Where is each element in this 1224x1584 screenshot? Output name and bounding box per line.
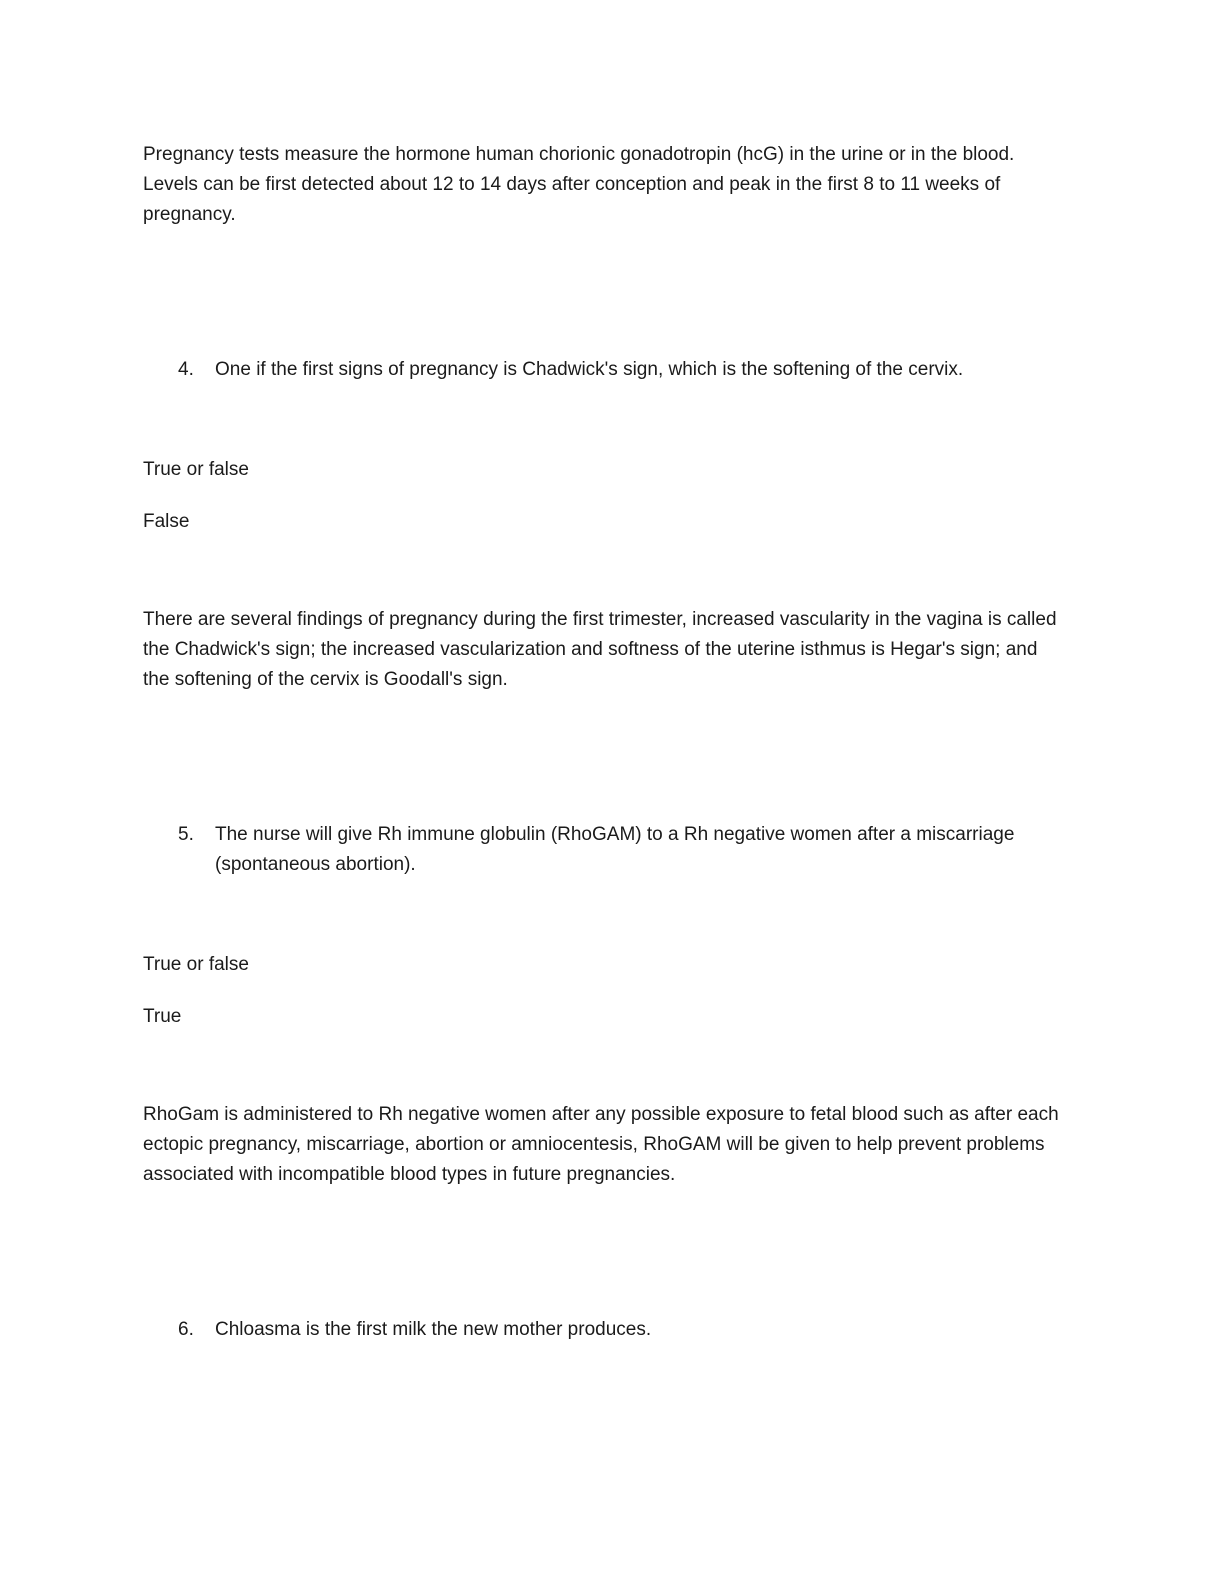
- rationale-paragraph-rhogam: RhoGam is administered to Rh negative women after any possible exposure to fetal blood such as after each ectopic pregnancy, miscarriage, abortion or amniocentesis, RhoGAM will be given to help prevent problems associated with incompatible blood types in future pregnancies.: [143, 1104, 1059, 1185]
- question-item-5: [143, 820, 1068, 880]
- question-number: 5.: [178, 824, 194, 845]
- answer-text: True: [143, 1006, 182, 1027]
- question-text: Chloasma is the first milk the new mother produces.: [215, 1319, 652, 1340]
- question-item-6: [143, 1315, 1068, 1345]
- true-or-false-label: True or false: [143, 954, 249, 975]
- rationale-paragraph-chadwick: There are several findings of pregnancy during the first trimester, increased vascularity in the vagina is called the Chadwick's sign; the increased vascularization and softness of the uterine isthmus is Hegar's sign; and the softening of the cervix is Goodall's sign.: [143, 609, 1057, 690]
- true-or-false-label: True or false: [143, 459, 249, 480]
- intro-paragraph-hcg: Pregnancy tests measure the hormone human chorionic gonadotropin (hcG) in the urine or in the blood. Levels can be first detected about 12 to 14 days after conception and peak in the first 8 to 11 weeks of pregnancy.: [143, 144, 1015, 225]
- answer-text: False: [143, 511, 190, 532]
- question-item-4: [143, 355, 1068, 385]
- question-number: 4.: [178, 359, 194, 380]
- document-content: [143, 140, 1068, 1345]
- question-number: 6.: [178, 1319, 194, 1340]
- question-text: The nurse will give Rh immune globulin (RhoGAM) to a Rh negative women after a miscarriage (spontaneous abortion).: [215, 824, 1015, 875]
- question-text: One if the first signs of pregnancy is Chadwick's sign, which is the softening of the cervix.: [215, 359, 964, 380]
